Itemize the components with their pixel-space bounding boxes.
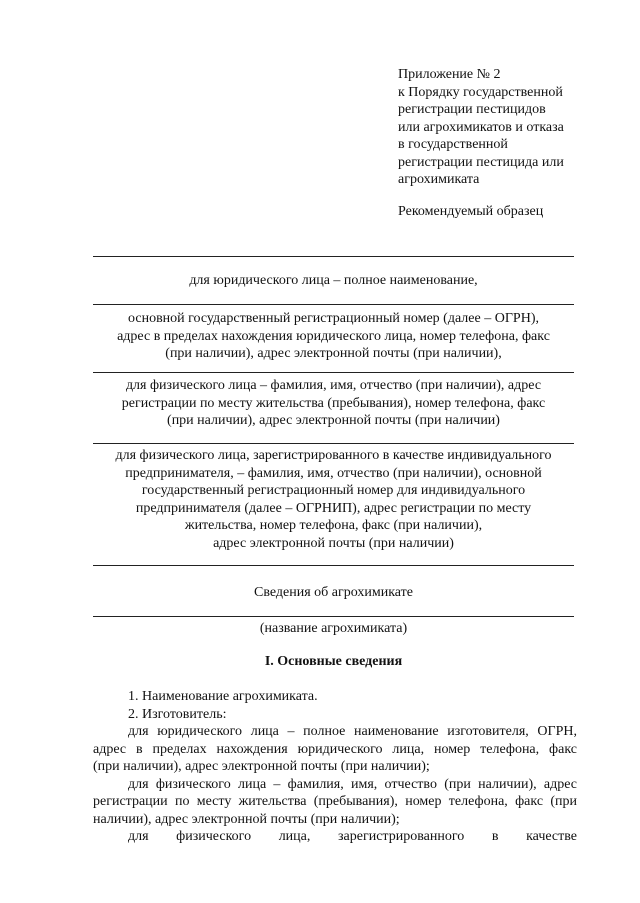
caption-line: предпринимателя, – фамилия, имя, отчество (при наличии), основной [125, 465, 542, 481]
appendix-line: регистрации пестицида или [398, 154, 564, 170]
legal-entity-line: (при наличии), адрес электронной почты (при наличии); [93, 759, 430, 774]
fill-in-line [93, 565, 574, 566]
legal-entity-line: для юридического лица – полное наименование изготовителя, ОГРН, [128, 724, 577, 739]
caption-line: адрес в пределах нахождения юридического лица, номер телефона, факс [117, 328, 550, 344]
name-caption-text: (название агрохимиката) [259, 621, 408, 636]
caption-line: адрес электронной почты (при наличии) [213, 535, 454, 551]
caption-entrepreneur [93, 447, 574, 552]
fill-in-line [93, 372, 574, 373]
info-title-text: Сведения об агрохимикате [253, 585, 413, 600]
caption-line: (при наличии), адрес электронной почты (при наличии), [165, 346, 502, 361]
appendix-line: к Порядку государственной [398, 84, 563, 100]
fill-in-line [93, 616, 574, 617]
individual-line: регистрации по месту жительства (пребывания), номер телефона, факс (при [93, 794, 577, 809]
fill-in-line [93, 304, 574, 305]
caption-line: (при наличии), адрес электронной почты (при наличии) [167, 413, 500, 428]
appendix-line: или агрохимикатов и отказа [398, 119, 564, 135]
recommended-sample-label: Рекомендуемый образец [398, 204, 544, 219]
caption-line: для физического лица, зарегистрированного в качестве индивидуального [115, 448, 552, 463]
info-title [93, 584, 574, 602]
appendix-line: агрохимиката [398, 172, 480, 187]
appendix-line: в государственной [398, 137, 508, 152]
fill-in-line [93, 256, 574, 257]
section-body [93, 688, 577, 846]
section-heading: I. Основные сведения [264, 654, 403, 669]
caption-line: регистрации по месту жительства (пребывания), номер телефона, факс [121, 395, 546, 411]
appendix-line: регистрации пестицидов [398, 102, 546, 117]
item-2: 2. Изготовитель: [128, 706, 227, 722]
individual-line: для физического лица – фамилия, имя, отчество (при наличии), адрес [128, 776, 577, 792]
caption-line: основной государственный регистрационный номер (далее – ОГРН), [128, 311, 539, 326]
caption-line: предпринимателя (далее – ОГРНИП), адрес регистрации по месту [135, 500, 532, 516]
caption-individual [93, 377, 574, 430]
caption-line: для физического лица – фамилия, имя, отчество (при наличии), адрес [125, 378, 542, 393]
caption-legal-details [93, 310, 574, 363]
fill-in-line [93, 443, 574, 444]
caption-line: жительства, номер телефона, факс (при наличии), [184, 518, 483, 533]
caption-line: государственный регистрационный номер для индивидуального [141, 483, 526, 498]
appendix-line: Приложение № 2 [398, 67, 501, 82]
name-caption [93, 620, 574, 638]
caption-legal-name [93, 272, 574, 290]
individual-line: наличии), адрес электронной почты (при наличии); [93, 811, 400, 827]
legal-entity-line: адрес в пределах нахождения юридического лица, номер телефона, факс [93, 741, 577, 757]
item-1: 1. Наименование агрохимиката. [128, 689, 318, 704]
appendix-header [398, 66, 598, 189]
caption-line: для юридического лица – полное наименование, [189, 273, 478, 288]
entrepreneur-line: для физического лица, зарегистрированного в качестве [128, 829, 577, 844]
